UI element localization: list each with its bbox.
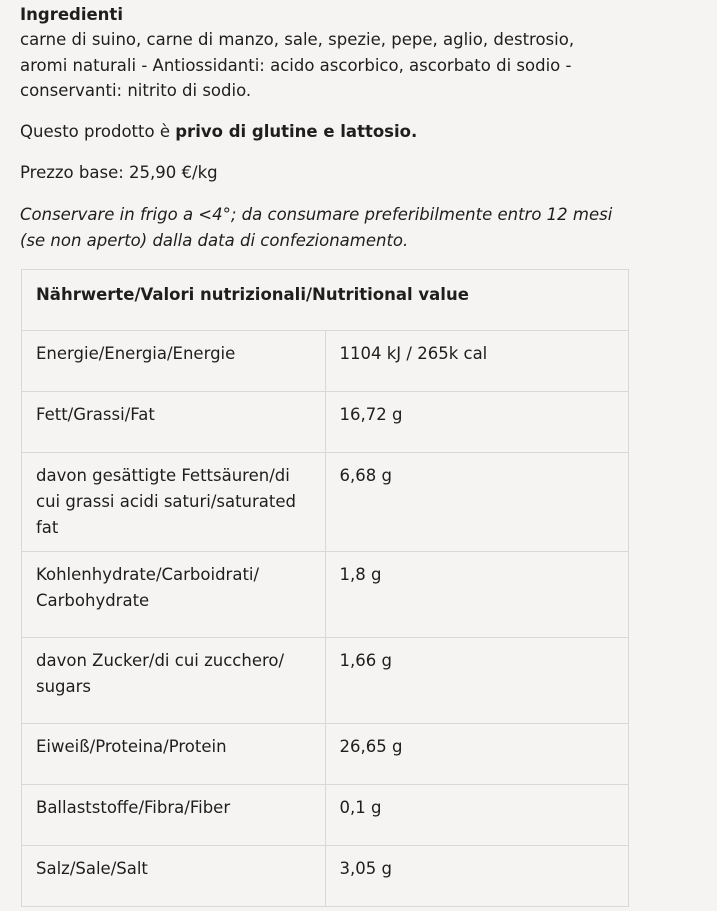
ingredients-heading: Ingredienti	[20, 5, 123, 24]
nutrient-label: davon gesättigte Fettsäuren/di cui grassi acidi saturi/saturated fat	[22, 453, 326, 552]
table-row	[22, 724, 629, 785]
gluten-note-emphasis: privo di glutine e lattosio.	[175, 122, 418, 141]
table-row	[22, 785, 629, 846]
storage-instructions: Conservare in frigo a <4°; da consumare preferibilmente entro 12 mesi (se non aperto) dalla data di confezionamento.	[20, 205, 613, 250]
nutrition-table-header: Nährwerte/Valori nutrizionali/Nutritional value	[22, 270, 629, 331]
table-row	[22, 392, 629, 453]
nutrient-label: davon Zucker/di cui zucchero/ sugars	[22, 638, 326, 724]
nutrient-value: 1104 kJ / 265k cal	[325, 331, 629, 392]
nutrient-value: 1,8 g	[325, 552, 629, 638]
gluten-note-prefix: Questo prodotto è	[20, 122, 176, 141]
table-row	[22, 552, 629, 638]
nutrient-label: Fett/Grassi/Fat	[22, 392, 326, 453]
gluten-free-note	[20, 119, 417, 144]
nutrient-label: Ballaststoffe/Fibra/Fiber	[22, 785, 326, 846]
table-row	[22, 331, 629, 392]
nutrient-value: 1,66 g	[325, 638, 629, 724]
ingredients-section	[20, 2, 620, 104]
nutrition-header-row	[22, 270, 629, 331]
nutrient-value: 0,1 g	[325, 785, 629, 846]
nutrient-value: 3,05 g	[325, 846, 629, 907]
nutrition-table	[21, 269, 629, 907]
nutrient-value: 26,65 g	[325, 724, 629, 785]
base-price: Prezzo base: 25,90 €/kg	[20, 163, 218, 182]
nutrient-label: Kohlenhydrate/Carboidrati/ Carbohydrate	[22, 552, 326, 638]
table-row	[22, 846, 629, 907]
ingredients-text: carne di suino, carne di manzo, sale, spezie, pepe, aglio, destrosio, aromi naturali - Antiossidanti: acido ascorbico, ascorbato di sodio - conservanti: nitrito di sodio.	[20, 30, 575, 100]
nutrient-value: 16,72 g	[325, 392, 629, 453]
nutrient-label: Eiweiß/Proteina/Protein	[22, 724, 326, 785]
nutrient-value: 6,68 g	[325, 453, 629, 552]
table-row	[22, 453, 629, 552]
table-row	[22, 638, 629, 724]
nutrient-label: Energie/Energia/Energie	[22, 331, 326, 392]
nutrient-label: Salz/Sale/Salt	[22, 846, 326, 907]
